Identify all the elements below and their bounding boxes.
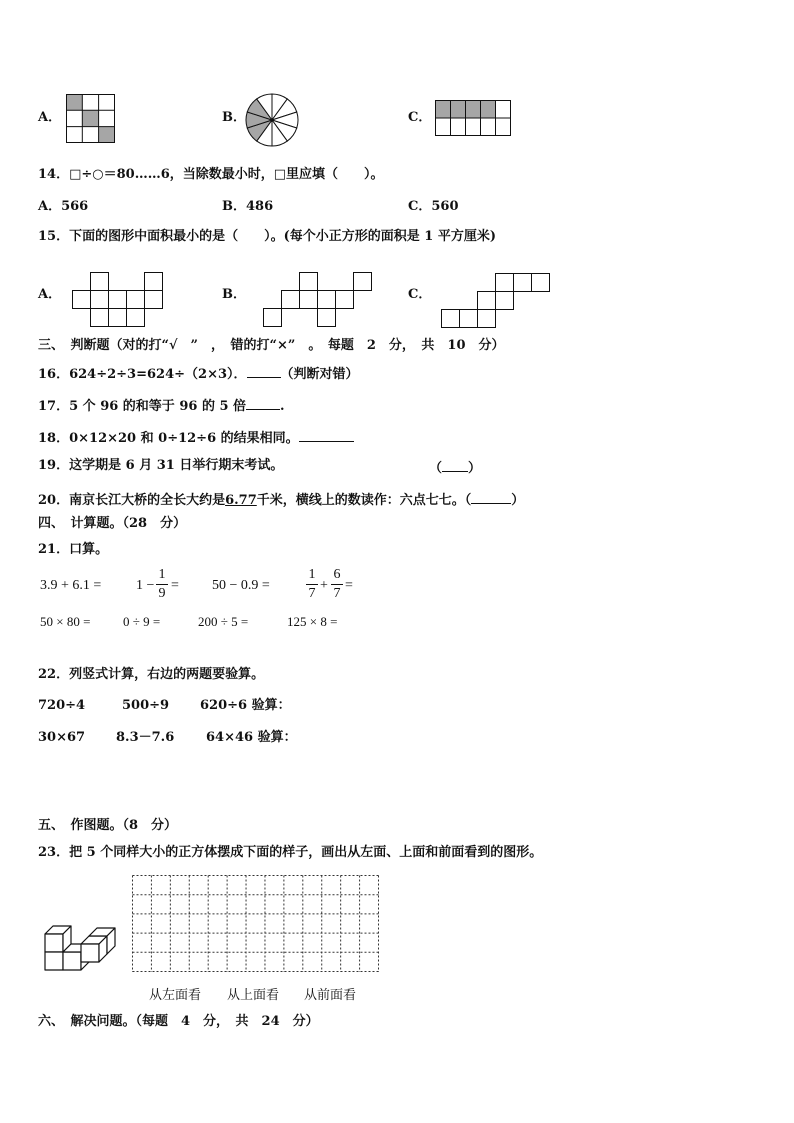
q17-tail: . xyxy=(280,399,285,414)
q14-option-a[interactable]: A．566 xyxy=(38,199,89,214)
q22-item: 8.3－7.6 xyxy=(116,730,175,745)
q21-expr-6: 0 ÷ 9 = xyxy=(123,614,161,629)
q21-expr-4-plus: + xyxy=(320,578,328,593)
q21-expr-5: 50 × 80 = xyxy=(40,614,91,629)
q17-answer-blank[interactable] xyxy=(246,396,280,410)
q21-expr-2-pre: 1 − xyxy=(136,578,155,593)
q20-paren-right: ） xyxy=(511,493,525,508)
q17-stem: 17．5 个 96 的和等于 96 的 5 倍 xyxy=(38,399,247,414)
q22-item: 500÷9 xyxy=(122,698,170,713)
q21-stem: 21．口算。 xyxy=(38,542,109,557)
q21-expr-2-fraction xyxy=(156,567,168,602)
q19-paren-left: （ xyxy=(429,461,443,476)
q22-item: 620÷6 验算： xyxy=(200,698,291,713)
q20-answer-blank[interactable] xyxy=(471,490,511,504)
q15-option-c[interactable]: C． xyxy=(408,287,432,302)
q18-line xyxy=(38,428,354,447)
section-5-title: 五、 作图题。（8 分） xyxy=(38,818,178,833)
fraction-numerator: 1 xyxy=(308,567,316,582)
q13-figure-a-grid xyxy=(66,94,116,144)
fraction-denominator: 9 xyxy=(158,586,166,601)
q21-expr-4-post: = xyxy=(345,578,353,593)
section-4-title: 四、 计算题。（28 分） xyxy=(38,516,187,531)
q13-figure-b-circle xyxy=(245,93,299,147)
q15-option-b[interactable]: B． xyxy=(222,287,246,302)
q19-stem: 19．这学期是 6 月 31 日举行期末考试。 xyxy=(38,458,284,473)
fraction-denominator: 7 xyxy=(333,586,341,601)
q18-answer-blank[interactable] xyxy=(299,428,354,442)
section-3-title: 三、 判断题（对的打“√ ” ， 错的打“×” 。 每题 2 分， 共 10 分） xyxy=(38,338,505,353)
q19-answer-box xyxy=(429,458,481,477)
q21-expr-1: 3.9 + 6.1 = xyxy=(40,578,102,593)
q16-answer-blank[interactable] xyxy=(247,364,281,378)
q14-stem: 14．□÷○＝80……6，当除数最小时，□里应填（ ）。 xyxy=(38,167,384,182)
section-6-title: 六、 解决问题。（每题 4 分， 共 24 分） xyxy=(38,1014,319,1029)
q16-tail: （判断对错） xyxy=(280,367,359,382)
q16-line xyxy=(38,364,359,383)
q21-expr-4-fraction-1 xyxy=(306,567,318,602)
q23-cube-figure xyxy=(44,920,116,974)
q14-option-b[interactable]: B．486 xyxy=(222,199,274,214)
q17-line xyxy=(38,396,285,415)
q22-item: 720÷4 xyxy=(38,698,86,713)
q22-stem: 22．列竖式计算，右边的两题要验算。 xyxy=(38,667,265,682)
q23-caption-left-view: 从左面看 xyxy=(149,988,202,1003)
q21-expr-3: 50 − 0.9 = xyxy=(212,578,270,593)
q13-figure-c-strip xyxy=(435,100,513,138)
q23-caption-front-view: 从前面看 xyxy=(304,988,357,1003)
q19-answer-blank[interactable] xyxy=(442,458,468,472)
q20-stem: 20．南京长江大桥的全长大约是 xyxy=(38,493,226,508)
q15-stem: 15．下面的图形中面积最小的是（ ）。(每个小正方形的面积是 1 平方厘米) xyxy=(38,229,496,244)
q20-line xyxy=(38,490,524,509)
q23-caption-top-view: 从上面看 xyxy=(227,988,280,1003)
q13-option-b[interactable]: B． xyxy=(222,110,246,125)
fraction-numerator: 1 xyxy=(158,567,166,582)
q21-expr-8: 125 × 8 = xyxy=(287,614,338,629)
q15-figure-b xyxy=(263,272,373,327)
q23-drawing-grid[interactable] xyxy=(132,875,380,973)
q19-paren-right: ） xyxy=(468,461,482,476)
q23-stem: 23．把 5 个同样大小的正方体摆成下面的样子，画出从左面、上面和前面看到的图形。 xyxy=(38,845,543,860)
fraction-denominator: 7 xyxy=(308,586,316,601)
q18-stem: 18．0×12×20 和 0÷12÷6 的结果相同。 xyxy=(38,431,299,446)
q14-option-c[interactable]: C．560 xyxy=(408,199,459,214)
q13-option-a[interactable]: A． xyxy=(38,110,62,125)
q13-option-c[interactable]: C． xyxy=(408,110,432,125)
q15-option-a[interactable]: A． xyxy=(38,287,62,302)
q15-figure-c xyxy=(441,273,551,328)
q20-number: 6.77 xyxy=(225,493,257,508)
q22-item: 64×46 验算： xyxy=(206,730,297,745)
q21-expr-4-fraction-2 xyxy=(331,567,343,602)
q15-figure-a xyxy=(72,272,164,327)
fraction-numerator: 6 xyxy=(333,567,341,582)
q21-expr-7: 200 ÷ 5 = xyxy=(198,614,249,629)
q21-expr-2-post: = xyxy=(171,578,179,593)
q22-item: 30×67 xyxy=(38,730,86,745)
q16-stem: 16．624÷2÷3=624÷（2×3）． xyxy=(38,367,247,382)
q20-rest: 千米，横线上的数读作：六点七七。（ xyxy=(256,493,472,508)
